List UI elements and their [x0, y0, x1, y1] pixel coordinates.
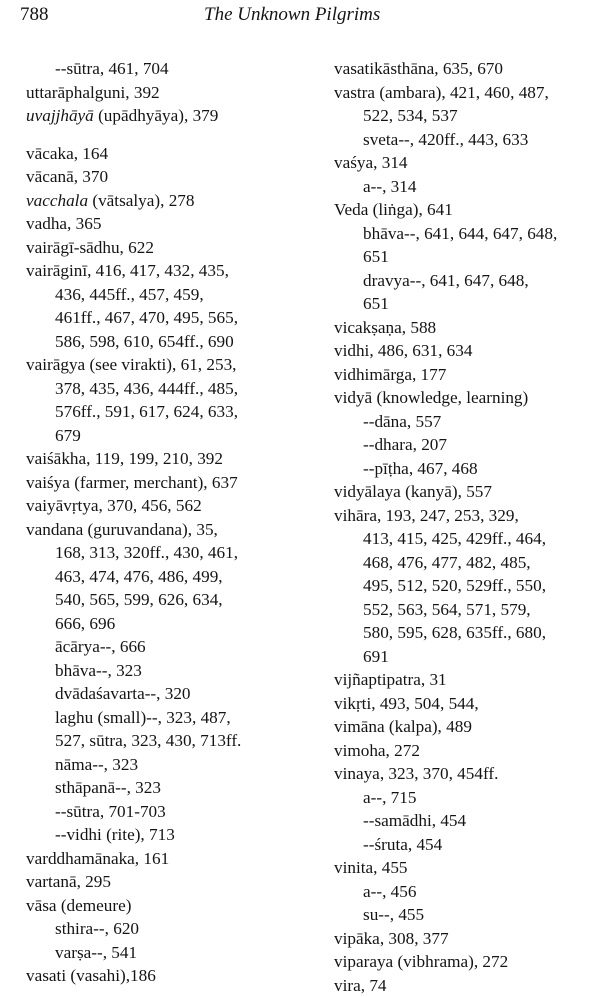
index-entry-text: su--, 455 — [363, 905, 424, 924]
index-entry-text: vimāna (kalpa), 489 — [334, 717, 472, 736]
index-subentry — [334, 104, 596, 128]
index-entry — [334, 198, 596, 222]
index-subentry — [26, 588, 316, 612]
index-subentry — [26, 941, 316, 965]
index-entry-text: vāsa (demeure) — [26, 896, 131, 915]
index-entry-text: vikṛti, 493, 504, 544, — [334, 694, 479, 713]
index-entry — [334, 81, 596, 105]
index-entry-text: vaiśya (farmer, merchant), 637 — [26, 473, 238, 492]
index-term-italic: uvajjhāyā — [26, 106, 94, 125]
index-entry-text: 691 — [363, 647, 389, 666]
index-entry — [26, 259, 316, 283]
index-entry-text: vicakṣaṇa, 588 — [334, 318, 436, 337]
index-entry-text: vinita, 455 — [334, 858, 408, 877]
index-entry-text: vandana (guruvandana), 35, — [26, 520, 218, 539]
index-subentry — [26, 635, 316, 659]
index-entry — [334, 739, 596, 763]
index-entry-text: 540, 565, 599, 626, 634, — [55, 590, 223, 609]
index-subentry — [334, 551, 596, 575]
index-entry — [26, 894, 316, 918]
index-subentry — [26, 917, 316, 941]
index-entry-text: a--, 715 — [363, 788, 416, 807]
index-entry-text: vidyā (knowledge, learning) — [334, 388, 528, 407]
index-subentry — [334, 833, 596, 857]
index-entry-text: 378, 435, 436, 444ff., 485, — [55, 379, 238, 398]
index-entry — [26, 165, 316, 189]
index-entry — [334, 57, 596, 81]
index-entry-text: 651 — [363, 294, 389, 313]
index-entry — [26, 236, 316, 260]
index-entry-text: vadha, 365 — [26, 214, 101, 233]
index-entry-text: --dāna, 557 — [363, 412, 441, 431]
index-entry-text: Veda (liṅga), 641 — [334, 200, 453, 219]
index-entry-text: vidhimārga, 177 — [334, 365, 446, 384]
index-entry — [334, 363, 596, 387]
index-entry-text: vairāgī-sādhu, 622 — [26, 238, 154, 257]
index-entry-text: --pīṭha, 467, 468 — [363, 459, 478, 478]
index-entry-text: varddhamānaka, 161 — [26, 849, 169, 868]
index-subentry — [334, 175, 596, 199]
index-term-italic: vacchala — [26, 191, 88, 210]
index-subentry — [26, 377, 316, 401]
index-entry — [26, 81, 316, 105]
index-entry-text: 586, 598, 610, 654ff., 690 — [55, 332, 234, 351]
index-subentry — [26, 400, 316, 424]
index-entry-text: 679 — [55, 426, 81, 445]
index-entry-text: 413, 415, 425, 429ff., 464, — [363, 529, 546, 548]
index-entry-text: vihāra, 193, 247, 253, 329, — [334, 506, 519, 525]
running-title: The Unknown Pilgrims — [204, 4, 380, 26]
index-subentry — [26, 776, 316, 800]
entry-group-divider — [26, 128, 316, 142]
index-entry-text: 495, 512, 520, 529ff., 550, — [363, 576, 546, 595]
index-entry — [334, 927, 596, 951]
index-entry — [334, 480, 596, 504]
index-entry — [334, 504, 596, 528]
index-entry — [334, 316, 596, 340]
index-entry-text: --śruta, 454 — [363, 835, 442, 854]
index-subentry — [334, 645, 596, 669]
index-entry-text: vinaya, 323, 370, 454ff. — [334, 764, 498, 783]
index-entry-text: --vidhi (rite), 713 — [55, 825, 175, 844]
index-entry-text: 651 — [363, 247, 389, 266]
index-entry-text: vasati (vasahi),186 — [26, 966, 156, 985]
index-entry — [26, 353, 316, 377]
index-subentry — [26, 753, 316, 777]
index-entry — [334, 974, 596, 997]
index-subentry — [334, 457, 596, 481]
page-header — [0, 2, 600, 28]
index-entry-text: sveta--, 420ff., 443, 633 — [363, 130, 528, 149]
index-entry-text: 463, 474, 476, 486, 499, — [55, 567, 223, 586]
index-entry-text: vidyālaya (kanyā), 557 — [334, 482, 492, 501]
index-entry — [334, 151, 596, 175]
index-entry-text: --dhara, 207 — [363, 435, 447, 454]
index-entry — [334, 715, 596, 739]
index-entry-text: (upādhyāya), 379 — [94, 106, 219, 125]
index-subentry — [26, 682, 316, 706]
index-entry — [26, 104, 316, 128]
index-entry — [26, 471, 316, 495]
index-entry-text: vācaka, 164 — [26, 144, 108, 163]
index-entry-text: 552, 563, 564, 571, 579, — [363, 600, 531, 619]
index-entry — [334, 339, 596, 363]
index-entry — [334, 950, 596, 974]
index-entry-text: 436, 445ff., 457, 459, — [55, 285, 204, 304]
index-entry-text: nāma--, 323 — [55, 755, 138, 774]
index-subentry — [334, 410, 596, 434]
index-subentry — [334, 880, 596, 904]
index-entry-text: ācārya--, 666 — [55, 637, 146, 656]
index-entry-text: vaiśākha, 119, 199, 210, 392 — [26, 449, 223, 468]
index-entry-text: a--, 314 — [363, 177, 416, 196]
index-entry-text: vimoha, 272 — [334, 741, 420, 760]
index-column-left — [26, 57, 316, 988]
index-entry — [334, 386, 596, 410]
index-subentry — [26, 306, 316, 330]
index-subentry — [334, 786, 596, 810]
index-subentry — [334, 292, 596, 316]
index-subentry — [26, 565, 316, 589]
index-entry-text: sthāpanā--, 323 — [55, 778, 161, 797]
index-entry-text: dvādaśavarta--, 320 — [55, 684, 191, 703]
index-subentry — [334, 574, 596, 598]
index-entry-text: --sūtra, 701-703 — [55, 802, 166, 821]
page-number: 788 — [20, 4, 49, 26]
index-entry-text: varṣa--, 541 — [55, 943, 137, 962]
index-subentry — [334, 527, 596, 551]
index-entry-text: 461ff., 467, 470, 495, 565, — [55, 308, 238, 327]
index-entry-text: 580, 595, 628, 635ff., 680, — [363, 623, 546, 642]
index-entry-text: --sūtra, 461, 704 — [55, 59, 169, 78]
index-entry-text: vaiyāvṛtya, 370, 456, 562 — [26, 496, 202, 515]
index-entry-text: 468, 476, 477, 482, 485, — [363, 553, 531, 572]
index-entry — [334, 856, 596, 880]
index-entry — [26, 494, 316, 518]
index-entry — [26, 142, 316, 166]
index-subentry — [334, 433, 596, 457]
index-subentry — [26, 57, 316, 81]
index-subentry — [334, 598, 596, 622]
index-entry — [26, 964, 316, 988]
index-entry — [334, 692, 596, 716]
index-subentry — [26, 823, 316, 847]
index-entry-text: (vātsalya), 278 — [88, 191, 194, 210]
index-entry-text: vartanā, 295 — [26, 872, 111, 891]
index-entry-text: vastra (ambara), 421, 460, 487, — [334, 83, 549, 102]
index-subentry — [26, 706, 316, 730]
index-entry-text: a--, 456 — [363, 882, 416, 901]
index-subentry — [334, 128, 596, 152]
index-entry-text: 576ff., 591, 617, 624, 633, — [55, 402, 238, 421]
index-subentry — [334, 809, 596, 833]
index-subentry — [334, 903, 596, 927]
index-entry-text: viparaya (vibhrama), 272 — [334, 952, 508, 971]
index-entry-text: 527, sūtra, 323, 430, 713ff. — [55, 731, 241, 750]
index-entry — [26, 518, 316, 542]
index-entry-text: --samādhi, 454 — [363, 811, 466, 830]
index-entry — [26, 447, 316, 471]
index-subentry — [334, 245, 596, 269]
index-column-right — [334, 57, 596, 997]
index-subentry — [334, 269, 596, 293]
index-entry-text: vira, 74 — [334, 976, 387, 995]
index-subentry — [26, 424, 316, 448]
index-subentry — [26, 283, 316, 307]
index-entry-text: 168, 313, 320ff., 430, 461, — [55, 543, 238, 562]
index-subentry — [26, 612, 316, 636]
index-entry-text: bhāva--, 323 — [55, 661, 142, 680]
index-entry — [334, 762, 596, 786]
index-subentry — [334, 621, 596, 645]
index-entry-text: 522, 534, 537 — [363, 106, 458, 125]
index-entry — [26, 847, 316, 871]
index-entry-text: vairāgya (see virakti), 61, 253, — [26, 355, 236, 374]
index-subentry — [26, 659, 316, 683]
index-subentry — [26, 330, 316, 354]
index-entry-text: vaśya, 314 — [334, 153, 408, 172]
index-entry-text: vijñaptipatra, 31 — [334, 670, 447, 689]
index-entry-text: vācanā, 370 — [26, 167, 108, 186]
index-subentry — [334, 222, 596, 246]
index-entry — [26, 212, 316, 236]
index-entry-text: bhāva--, 641, 644, 647, 648, — [363, 224, 557, 243]
index-entry-text: 666, 696 — [55, 614, 115, 633]
index-entry-text: vidhi, 486, 631, 634 — [334, 341, 472, 360]
index-subentry — [26, 541, 316, 565]
index-entry — [334, 668, 596, 692]
index-entry-text: sthira--, 620 — [55, 919, 139, 938]
index-entry — [26, 870, 316, 894]
index-entry-text: laghu (small)--, 323, 487, — [55, 708, 231, 727]
index-subentry — [26, 800, 316, 824]
index-entry-text: vipāka, 308, 377 — [334, 929, 449, 948]
index-entry-text: vasatikāsthāna, 635, 670 — [334, 59, 503, 78]
index-entry-text: uttarāphalguni, 392 — [26, 83, 160, 102]
index-entry-text: vairāginī, 416, 417, 432, 435, — [26, 261, 229, 280]
index-subentry — [26, 729, 316, 753]
index-entry-text: dravya--, 641, 647, 648, — [363, 271, 529, 290]
index-entry — [26, 189, 316, 213]
